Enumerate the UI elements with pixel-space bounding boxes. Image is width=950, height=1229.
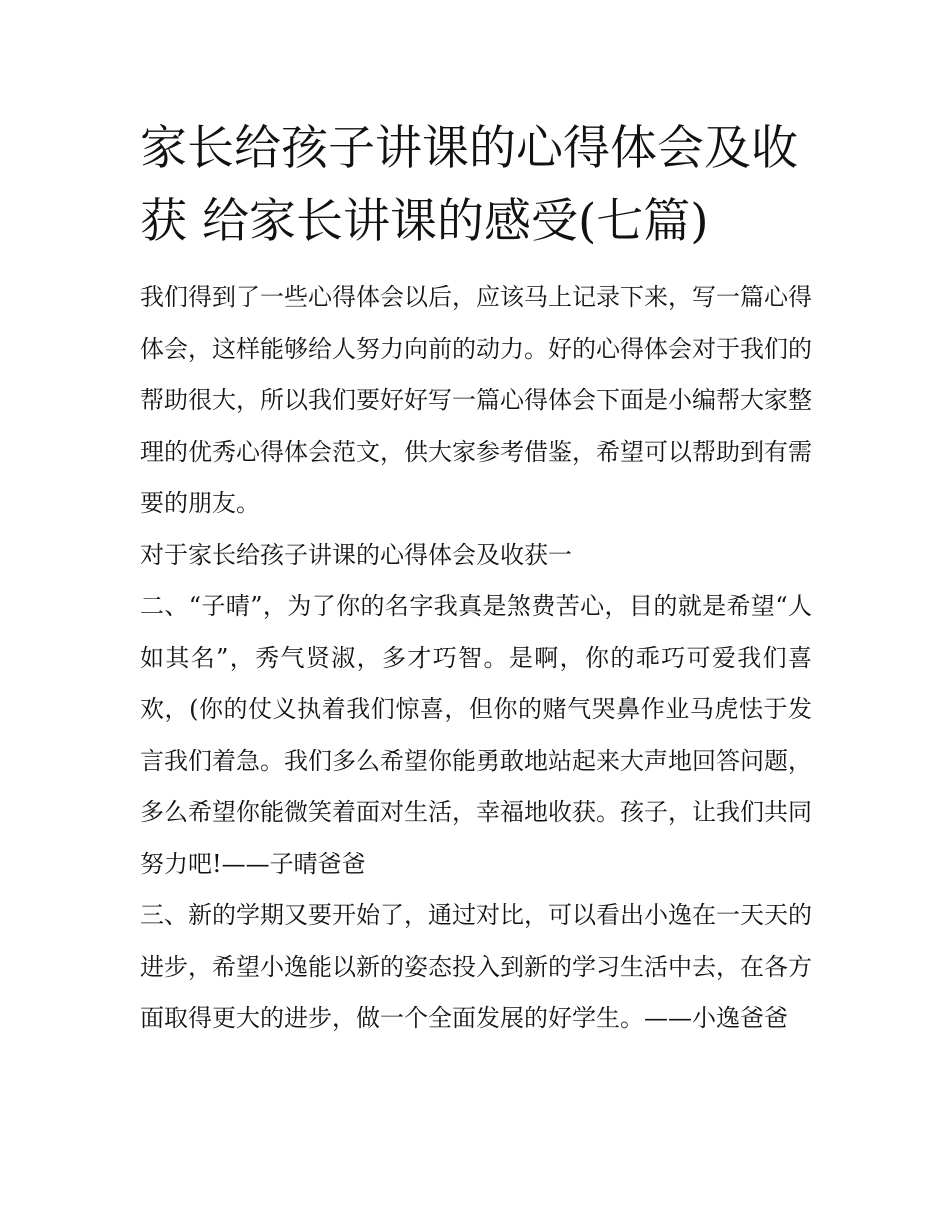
body-paragraph: 二、“子晴”，为了你的名字我真是煞费苦心，目的就是希望“人如其名”，秀气贤淑，多才巧智。是啊，你的乖巧可爱我们喜欢，(你的仗义执着我们惊喜，但你的赌气哭鼻作业马虎怯于发言我们着急。我们多么希望你能勇敢地站起来大声地回答问题，多么希望你能微笑着面对生活，幸福地收获。孩子，让我们共同努力吧!——子晴爸爸 [140,592,812,878]
intro-paragraph: 我们得到了一些心得体会以后，应该马上记录下来，写一篇心得体会，这样能够给人努力向前的动力。好的心得体会对于我们的帮助很大，所以我们要好好写一篇心得体会下面是小编帮大家整理的优秀心得体会范文，供大家参考借鉴，希望可以帮助到有需要的朋友。 [140,283,812,517]
document-title: 家长给孩子讲课的心得体会及收获 给家长讲课的感受(七篇) [140,121,798,249]
body-paragraph: 三、新的学期又要开始了，通过对比，可以看出小逸在一天天的进步，希望小逸能以新的姿态投入到新的学习生活中去，在各方面取得更大的进步，做一个全面发展的好学生。——小逸爸爸 [140,901,812,1032]
section-heading: 对于家长给孩子讲课的心得体会及收获一 [140,540,572,569]
document-page [140,112,812,1045]
document-body [140,272,812,1045]
